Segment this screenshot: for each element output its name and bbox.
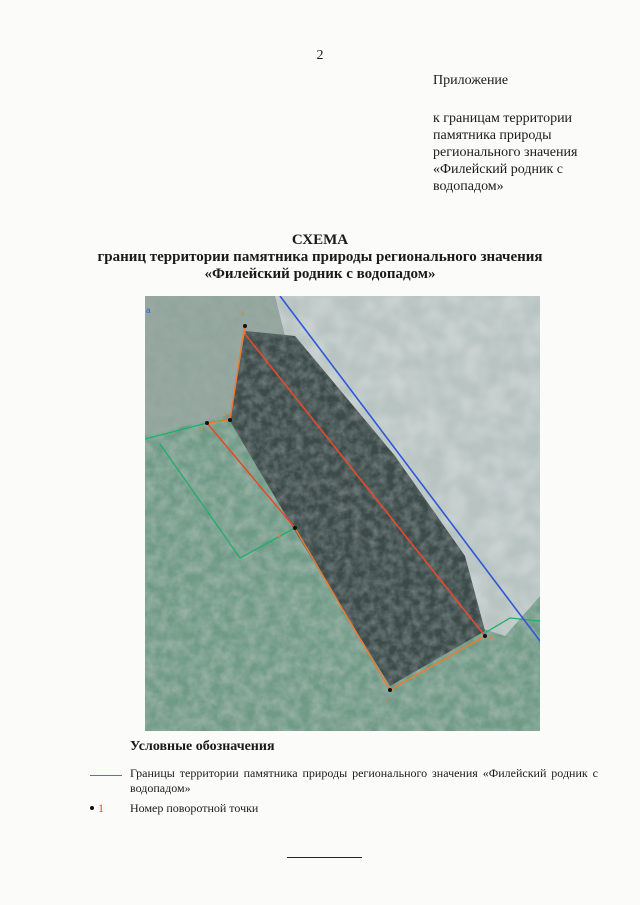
scheme-heading xyxy=(0,232,640,283)
turning-point xyxy=(483,634,487,638)
satellite-map-image xyxy=(145,296,540,731)
map-corner-label: а xyxy=(146,306,151,315)
point-label: 4 xyxy=(385,698,389,705)
legend-boundary-text: Границы территории памятника природы регионального значения «Филейский родник с водопадом» xyxy=(130,766,598,795)
turning-point xyxy=(293,526,297,530)
appendix-line: к границам территории xyxy=(433,111,573,126)
point-label: 4 xyxy=(199,428,203,435)
boundary-line-symbol xyxy=(88,766,128,781)
turning-point-symbol xyxy=(88,801,128,816)
scheme-subtitle-line1: границ территории памятника природы регионального значения xyxy=(97,249,543,265)
scheme-title: СХЕМА xyxy=(291,232,349,248)
legend-item-turning-point xyxy=(88,801,598,816)
point-label: а xyxy=(489,634,493,641)
turning-point xyxy=(228,418,232,422)
appendix-line: памятника природы xyxy=(433,128,552,143)
point-number-sample: 1 xyxy=(98,801,104,815)
scheme-subtitle-line2: «Филейский родник с водопадом» xyxy=(204,266,436,282)
turning-point xyxy=(205,421,209,425)
appendix-description xyxy=(433,110,623,195)
legend-title: Условные обозначения xyxy=(130,739,275,754)
appendix-line: водопадом» xyxy=(433,179,504,194)
scheme-map xyxy=(145,296,540,731)
appendix-title: Приложение xyxy=(433,73,509,88)
footer-divider xyxy=(287,857,362,858)
legend-point-text: Номер поворотной точки xyxy=(130,801,259,815)
appendix-line: регионального значения xyxy=(433,145,578,160)
point-label: 4 xyxy=(241,311,245,318)
point-label: 3 xyxy=(223,413,227,420)
appendix-line: «Филейский родник с xyxy=(433,162,563,177)
turning-point xyxy=(388,688,392,692)
page-number: 2 xyxy=(316,48,324,63)
point-label: 4 xyxy=(277,533,281,540)
legend-item-boundary xyxy=(88,766,598,796)
turning-point xyxy=(243,324,247,328)
